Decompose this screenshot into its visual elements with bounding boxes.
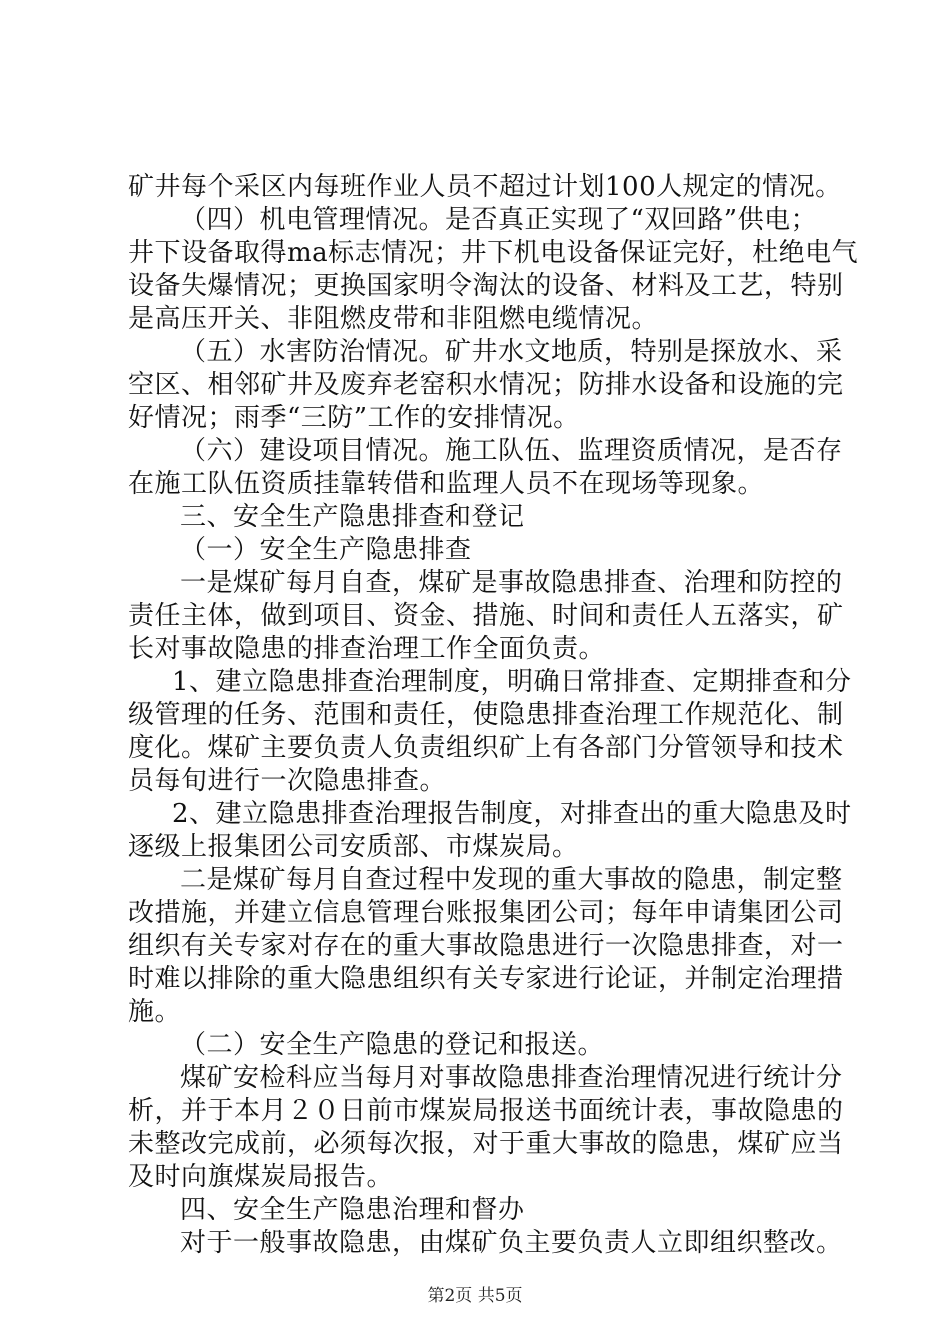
text-line: （四）机电管理情况。是否真正实现了“双回路”供电；	[180, 205, 818, 235]
text-line: 矿井每个采区内每班作业人员不超过计划100人规定的情况。	[128, 172, 842, 202]
text-line: 煤矿安检科应当每月对事故隐患排查治理情况进行统计分	[180, 1063, 843, 1093]
text-line: 责任主体，做到项目、资金、措施、时间和责任人五落实，矿	[128, 601, 844, 631]
text-line: 施。	[128, 997, 182, 1027]
text-line: 及时向旗煤炭局报告。	[128, 1162, 394, 1192]
text-line: 度化。煤矿主要负责人负责组织矿上有各部门分管领导和技术	[128, 733, 844, 763]
text-line: 空区、相邻矿井及废弃老窑积水情况；防排水设备和设施的完	[128, 370, 844, 400]
text-line: 时难以排除的重大隐患组织有关专家进行论证，并制定治理措	[128, 964, 844, 994]
text-line: 逐级上报集团公司安质部、市煤炭局。	[128, 832, 579, 862]
text-line: 井下设备取得ma标志情况；井下机电设备保证完好，杜绝电气	[128, 238, 859, 268]
text-line: 长对事故隐患的排查治理工作全面负责。	[128, 634, 606, 664]
text-line: 组织有关专家对存在的重大事故隐患进行一次隐患排查，对一	[128, 931, 844, 961]
text-line: 对于一般事故隐患，由煤矿负主要负责人立即组织整改。	[180, 1228, 843, 1258]
subsection-heading: （一）安全生产隐患排查	[180, 535, 472, 565]
text-line: 员每旬进行一次隐患排查。	[128, 766, 447, 796]
text-line: （六）建设项目情况。施工队伍、监理资质情况，是否存	[180, 436, 843, 466]
section-heading: 四、安全生产隐患治理和督办	[180, 1195, 525, 1225]
subsection-heading: （二）安全生产隐患的登记和报送。	[180, 1030, 605, 1060]
text-line: 是高压开关、非阻燃皮带和非阻燃电缆情况。	[128, 304, 659, 334]
text-line: 二是煤矿每月自查过程中发现的重大事故的隐患，制定整	[180, 865, 843, 895]
text-line: 2、建立隐患排查治理报告制度，对排查出的重大隐患及时	[172, 799, 852, 829]
page-number-footer: 第2页 共5页	[427, 1286, 523, 1306]
text-line: 改措施，并建立信息管理台账报集团公司；每年申请集团公司	[128, 898, 844, 928]
text-line: （五）水害防治情况。矿井水文地质，特别是探放水、采	[180, 337, 843, 367]
section-heading: 三、安全生产隐患排查和登记	[180, 502, 525, 532]
text-line: 在施工队伍资质挂靠转借和监理人员不在现场等现象。	[128, 469, 765, 499]
text-line: 析，并于本月２０日前市煤炭局报送书面统计表，事故隐患的	[128, 1096, 844, 1126]
text-line: 一是煤矿每月自查，煤矿是事故隐患排查、治理和防控的	[180, 568, 843, 598]
text-line: 级管理的任务、范围和责任，使隐患排查治理工作规范化、制	[128, 700, 844, 730]
text-line: 未整改完成前，必须每次报，对于重大事故的隐患，煤矿应当	[128, 1129, 844, 1159]
text-line: 1、建立隐患排查治理制度，明确日常排查、定期排查和分	[172, 667, 852, 697]
text-line: 设备失爆情况；更换国家明令淘汰的设备、材料及工艺，特别	[128, 271, 844, 301]
text-line: 好情况；雨季“三防”工作的安排情况。	[128, 403, 580, 433]
